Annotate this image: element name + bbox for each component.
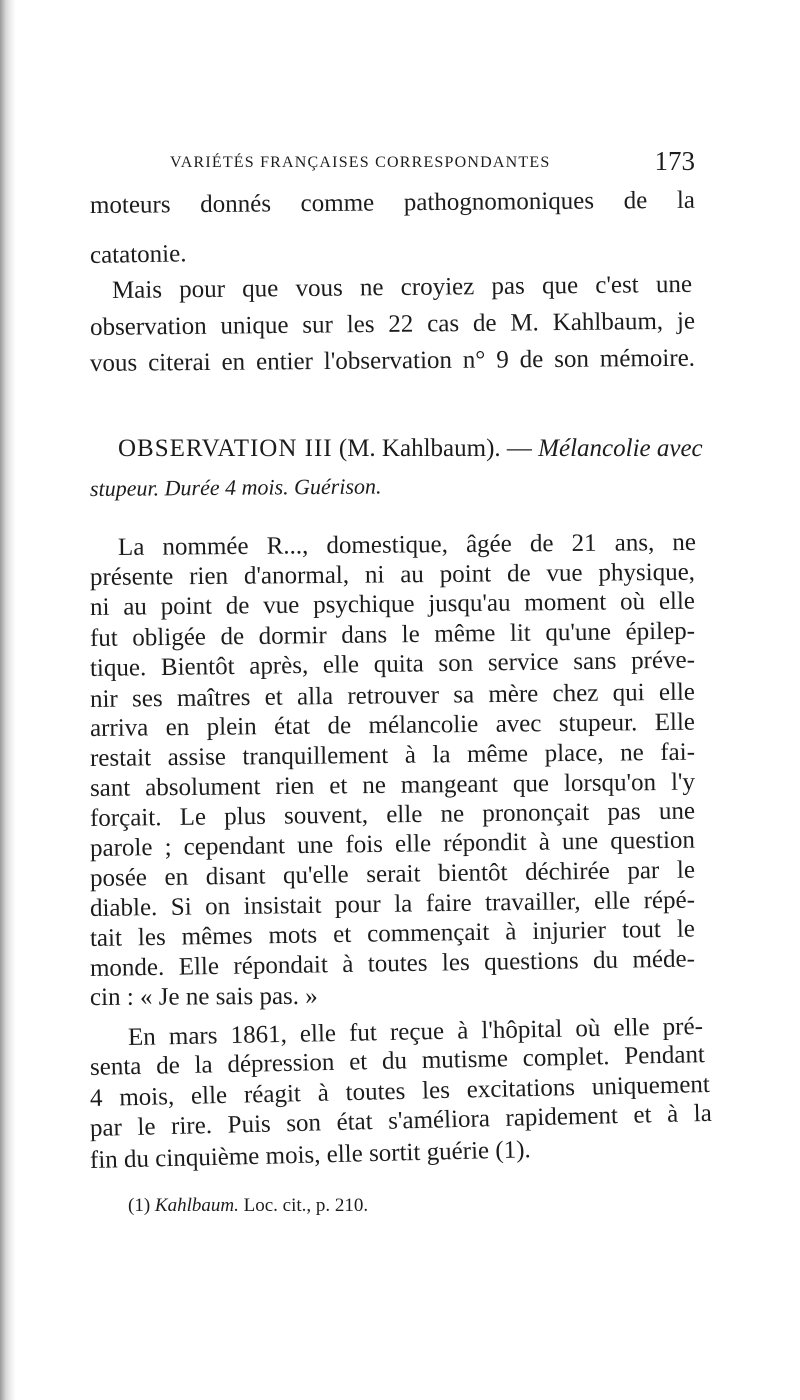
text-line: présente rien d'anormal, ni au point de vue physique, bbox=[89, 558, 696, 591]
text-line: restait assise tranquillement à la même place, ne fai- bbox=[89, 738, 696, 772]
text-line: diable. Si on insistait pour la faire travailler, elle répé- bbox=[89, 886, 696, 922]
text-line: cin : « Je ne sais pas. » bbox=[89, 982, 318, 1011]
text-line: En mars 1861, elle fut reçue à l'hôpital où elle pré- bbox=[127, 1012, 704, 1051]
observation-title: OBSERVATION III bbox=[118, 435, 333, 462]
text-line: 4 mois, elle réagit à toutes les excitations uniquement bbox=[89, 1070, 711, 1112]
observation-heading bbox=[118, 433, 703, 465]
footnote-author: Kahlbaum. bbox=[154, 1195, 239, 1216]
text-line: ni au point de vue psychique jusqu'au moment où elle bbox=[89, 587, 696, 621]
text-line: arriva en plein état de mélancolie avec stupeur. Elle bbox=[89, 708, 696, 742]
text-line: posée en disant qu'elle serait bientôt déchirée par le bbox=[89, 856, 696, 892]
text-line: senta de la dépression et du mutisme complet. Pendant bbox=[89, 1041, 706, 1081]
text-line: tique. Bientôt après, elle quita son service sans préve- bbox=[89, 646, 696, 682]
observation-author: (M. Kahlbaum). — bbox=[332, 435, 539, 462]
text-line: catatonie. bbox=[89, 240, 187, 269]
text-line: fin du cinquième mois, elle sortit guérie (1). bbox=[89, 1136, 532, 1174]
footnote bbox=[128, 1193, 368, 1219]
footnote-reference: Loc. cit., p. 210. bbox=[238, 1195, 369, 1216]
observation-diagnosis: Mélancolie avec bbox=[538, 435, 703, 462]
observation-subtitle: stupeur. Durée 4 mois. Guérison. bbox=[89, 473, 382, 501]
text-line: par le rire. Puis son état s'améliora rapidement et à la bbox=[89, 1099, 713, 1142]
text-line: moteurs donnés comme pathognomoniques de la bbox=[89, 186, 696, 219]
text-line: Mais pour que vous ne croyiez pas que c'est une bbox=[111, 270, 693, 304]
page-number: 173 bbox=[654, 146, 695, 176]
text-line: vous citerai en entier l'observation n° 9 de son mémoire. bbox=[89, 344, 696, 377]
text-line: nir ses maîtres et alla retrouver sa mère chez qui elle bbox=[89, 678, 696, 713]
text-line: La nommée R..., domestique, âgée de 21 ans, ne bbox=[117, 528, 697, 561]
text-line: monde. Elle répondait à toutes les questions du méde- bbox=[89, 945, 696, 982]
text-line: tait les mêmes mots et commençait à injurier tout le bbox=[89, 915, 696, 952]
text-line: fut obligée de dormir dans le même lit qu'une épilep- bbox=[89, 617, 696, 652]
text-line: forçait. Le plus souvent, elle ne prononçait pas une bbox=[89, 797, 696, 832]
text-line: parole ; cependant une fois elle répondit à une question bbox=[89, 826, 696, 862]
text-line: observation unique sur les 22 cas de M. Kahlbaum, je bbox=[89, 307, 696, 341]
text-line: sant absolument rien et ne mangeant que lorsqu'on l'y bbox=[89, 768, 696, 802]
running-title: VARIÉTÉS FRANÇAISES CORRESPONDANTES bbox=[170, 154, 551, 171]
footnote-marker: (1) bbox=[128, 1195, 155, 1216]
running-header bbox=[170, 148, 695, 178]
